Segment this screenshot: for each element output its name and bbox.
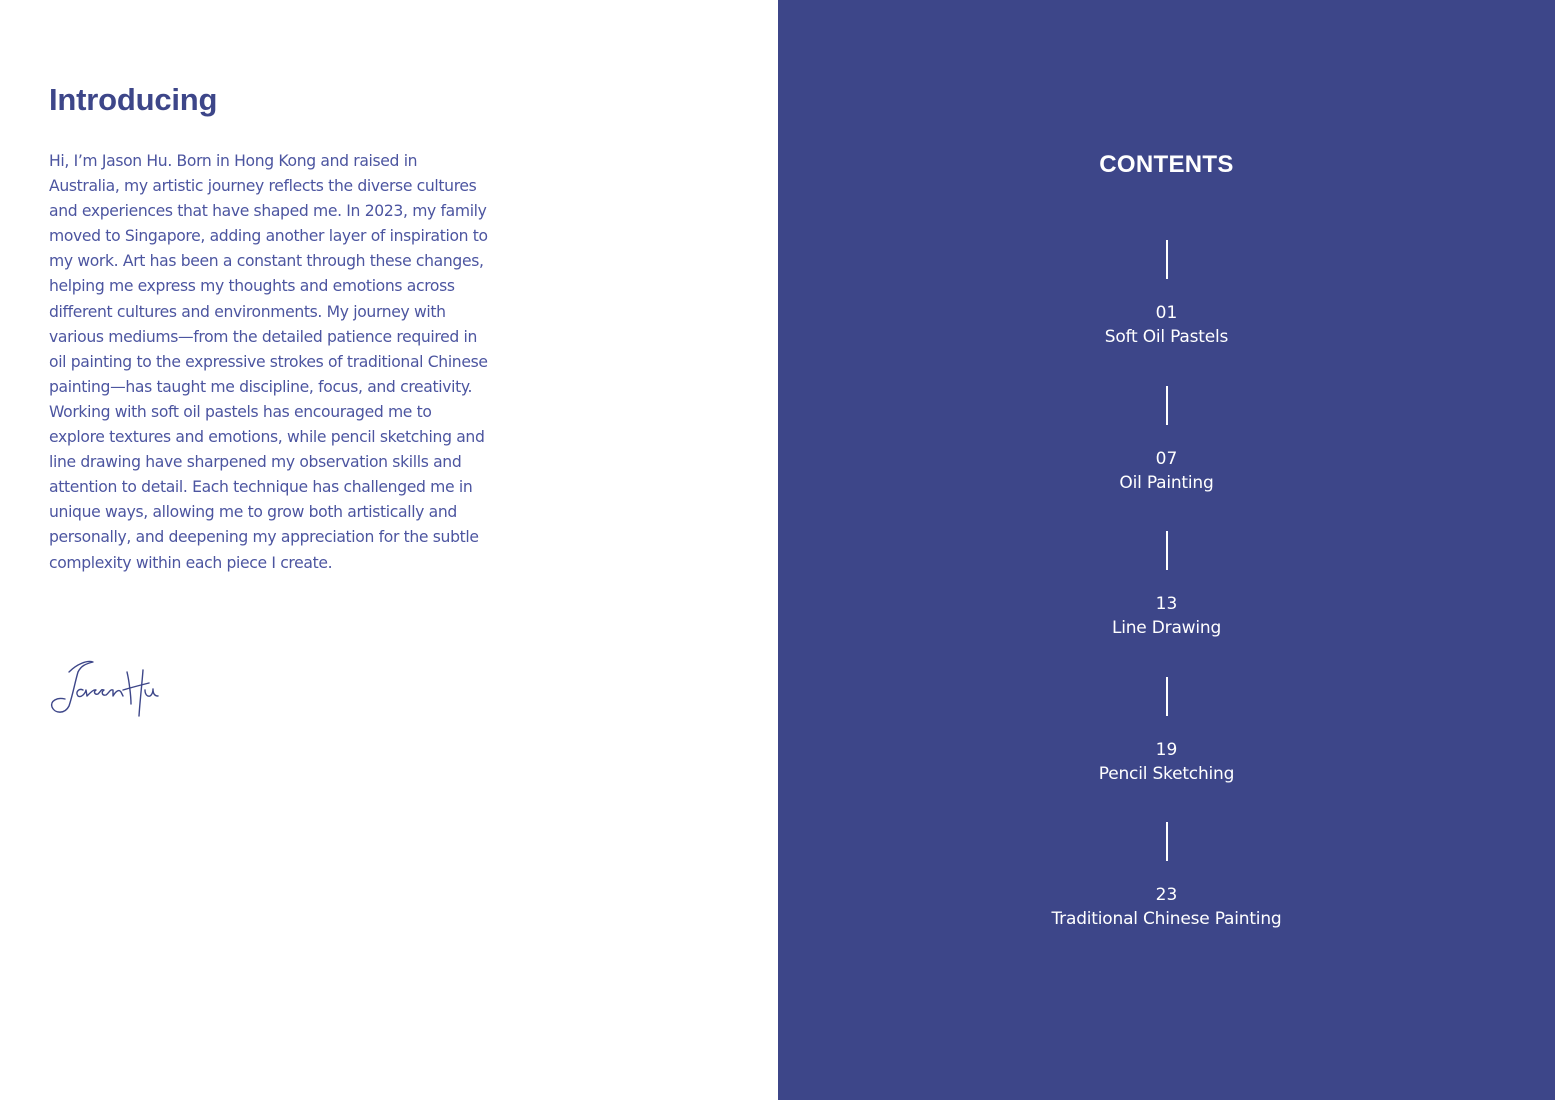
toc-divider (1166, 386, 1168, 425)
toc-section-title: Pencil Sketching (1098, 763, 1235, 784)
toc-item-pencil-sketching[interactable] (778, 677, 1555, 823)
toc-divider (1166, 531, 1168, 570)
contents-list (778, 240, 1555, 968)
toc-item-soft-oil-pastels[interactable] (778, 240, 1555, 386)
signature-image (47, 652, 163, 718)
toc-page-number: 07 (1155, 448, 1178, 469)
intro-paragraph: Hi, I’m Jason Hu. Born in Hong Kong and raised in Australia, my artistic journey reflects the diverse cultures and experiences that have shaped me. In 2023, my family moved to Singapore, adding another layer of inspiration to my work. Art has been a constant through these changes, helping me express my thoughts and emotions across different cultures and environments. My journey with various mediums—from the detailed patience required in oil painting to the expressive strokes of traditional Chinese painting—has taught me discipline, focus, and creativity. Working with soft oil pastels has encouraged me to explore textures and emotions, while pencil sketching and line drawing have sharpened my observation skills and attention to detail. Each technique has challenged me in unique ways, allowing me to grow both artistically and personally, and deepening my appreciation for the subtle complexity within each piece I create. (49, 152, 488, 572)
toc-item-line-drawing[interactable] (778, 531, 1555, 677)
toc-page-number: 01 (1155, 303, 1178, 323)
toc-section-title: Soft Oil Pastels (1104, 327, 1229, 347)
contents-page (778, 0, 1555, 1100)
toc-divider (1166, 677, 1168, 716)
toc-divider (1166, 240, 1168, 279)
toc-page-number: 13 (1155, 594, 1178, 615)
toc-item-oil-painting[interactable] (778, 386, 1555, 532)
toc-section-title: Line Drawing (1111, 618, 1222, 639)
intro-heading: Introducing (49, 82, 218, 117)
toc-section-title: Oil Painting (1119, 472, 1214, 493)
contents-title: CONTENTS (1099, 151, 1234, 178)
toc-section-title: Traditional Chinese Painting (1051, 909, 1282, 930)
toc-item-traditional-chinese-painting[interactable] (778, 822, 1555, 968)
toc-page-number: 23 (1155, 885, 1178, 906)
toc-page-number: 19 (1155, 739, 1178, 760)
toc-divider (1166, 822, 1168, 861)
